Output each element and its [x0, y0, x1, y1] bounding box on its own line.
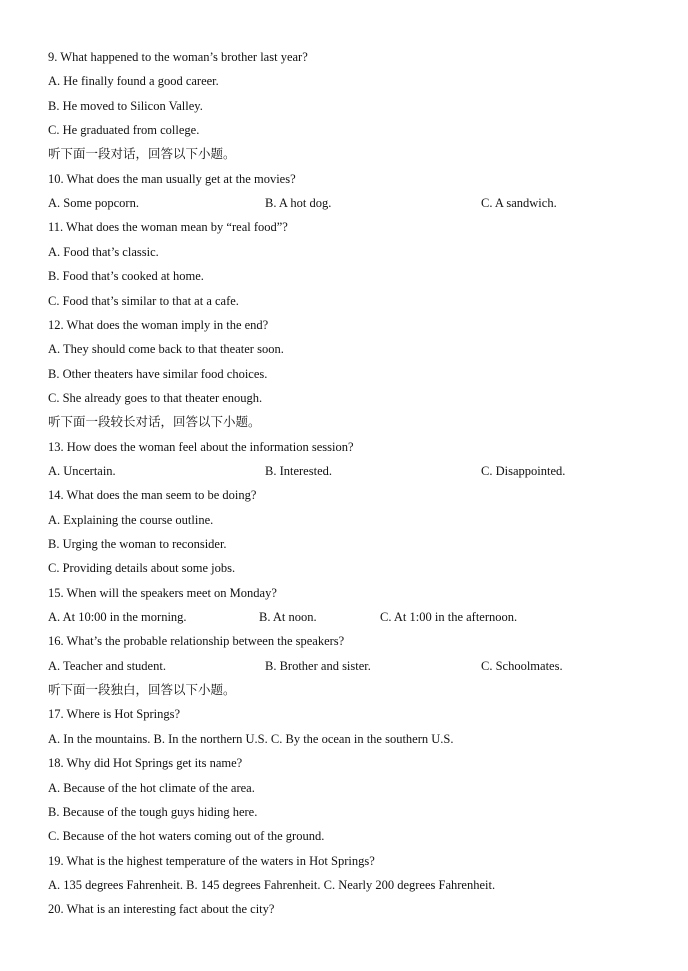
answer-option: C. She already goes to that theater enough. [48, 390, 263, 405]
answer-option: A. Uncertain. [48, 463, 116, 478]
question-text: 11. What does the woman mean by “real food”? [48, 220, 288, 235]
question-text: 9. What happened to the woman’s brother last year? [48, 50, 308, 64]
answer-option: B. He moved to Silicon Valley. [48, 98, 203, 113]
answer-option: C. At 1:00 in the afternoon. [380, 610, 518, 625]
question-text: 10. What does the man usually get at the movies? [48, 171, 296, 186]
answer-option: A. Explaining the course outline. [48, 512, 214, 527]
answer-option: C. Disappointed. [481, 463, 566, 478]
answer-option: C. Because of the hot waters coming out of the ground. [48, 829, 325, 844]
answer-option: C. Providing details about some jobs. [48, 561, 236, 576]
answer-option: A. Some popcorn. [48, 196, 139, 211]
answer-option: B. Interested. [265, 463, 332, 478]
question-text: 17. Where is Hot Springs? [48, 707, 181, 722]
question-text: 16. What’s the probable relationship between the speakers? [48, 634, 345, 649]
answer-option: B. Food that’s cooked at home. [48, 269, 204, 284]
answer-option: A. Food that’s classic. [48, 244, 159, 259]
answer-option: B. A hot dog. [265, 196, 332, 211]
section-instruction: 听下面一段较长对话，回答以下小题。 [48, 414, 261, 430]
question-text: 15. When will the speakers meet on Monday? [48, 585, 277, 600]
answer-option: B. Because of the tough guys hiding here. [48, 804, 258, 819]
question-text: 20. What is an interesting fact about the city? [48, 902, 275, 917]
answer-option: A. In the mountains. B. In the northern U.S. C. By the ocean in the southern U.S. [48, 731, 454, 746]
answer-option: A. At 10:00 in the morning. [48, 610, 187, 625]
answer-option: A. 135 degrees Fahrenheit. B. 145 degrees Fahrenheit. C. Nearly 200 degrees Fahrenheit. [48, 877, 496, 892]
question-text: 19. What is the highest temperature of the waters in Hot Springs? [48, 853, 375, 868]
answer-option: A. They should come back to that theater soon. [48, 342, 284, 357]
answer-option: A. He finally found a good career. [48, 74, 219, 89]
section-instruction: 听下面一段对话，回答以下小题。 [48, 146, 236, 162]
answer-option: A. Because of the hot climate of the area. [48, 780, 255, 795]
answer-option: B. Other theaters have similar food choices. [48, 366, 268, 381]
answer-option: C. Schoolmates. [481, 658, 563, 673]
answer-option: A. Teacher and student. [48, 658, 166, 673]
answer-option: B. Brother and sister. [265, 658, 371, 673]
answer-option: B. Urging the woman to reconsider. [48, 537, 227, 551]
answer-option: C. A sandwich. [481, 196, 557, 211]
question-text: 14. What does the man seem to be doing? [48, 488, 257, 503]
answer-option: B. At noon. [259, 610, 317, 625]
answer-option: C. Food that’s similar to that at a cafe. [48, 293, 239, 308]
answer-option: C. He graduated from college. [48, 123, 200, 138]
question-text: 18. Why did Hot Springs get its name? [48, 756, 243, 771]
question-text: 12. What does the woman imply in the end? [48, 317, 269, 332]
section-instruction: 听下面一段独白，回答以下小题。 [48, 682, 236, 698]
question-text: 13. How does the woman feel about the information session? [48, 439, 354, 454]
